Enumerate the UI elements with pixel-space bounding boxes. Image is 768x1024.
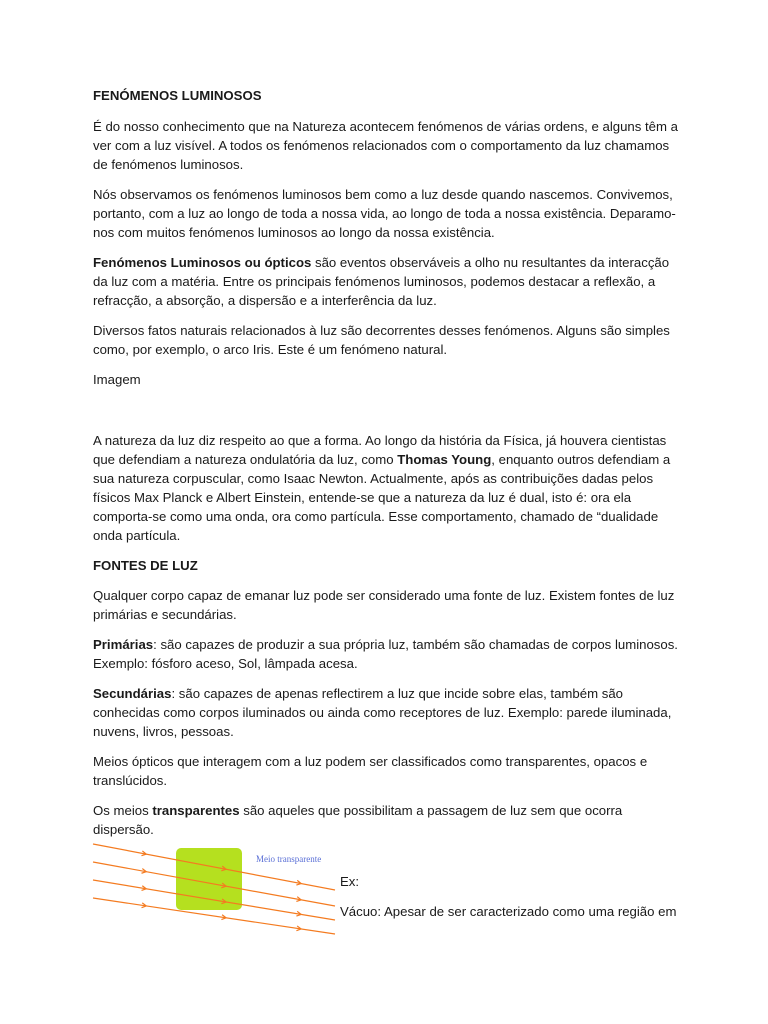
paragraph-definition (93, 253, 678, 310)
paragraph-transparent-media: Os meios transparentes são aqueles que possibilitam a passagem de luz sem que ocorra dispersão. (93, 803, 623, 837)
vacuum-example-text: Vácuo: Apesar de ser caracterizado como uma região em (340, 904, 677, 919)
paragraph-intro: É do nosso conhecimento que na Natureza acontecem fenómenos de várias ordens, e alguns têm a ver com a luz visível. A todos os fenómenos relacionados com o comportamento da luz chamamos de fenómenos luminosos. (93, 119, 679, 172)
paragraph-secondary-sources: Secundárias: são capazes de apenas reflectirem a luz que incide sobre elas, também são conhecidas como corpos iluminados ou ainda como receptores de luz. Exemplo: parede iluminada, nuvens, livros, pessoas. (93, 686, 672, 739)
image-placeholder-text: Imagem (93, 372, 141, 387)
term-primarias: Primárias (93, 637, 154, 652)
transparent-medium-figure (90, 838, 680, 948)
section-title-fontes: FONTES DE LUZ (93, 558, 198, 573)
paragraph-examples: Diversos fatos naturais relacionados à luz são decorrentes desses fenómenos. Alguns são simples como, por exemplo, o arco Iris. Este é um fenómeno natural. (93, 323, 670, 357)
figure-label: Meio transparente (256, 854, 322, 864)
example-label: Ex: (340, 874, 360, 889)
paragraph-observation: Nós observamos os fenómenos luminosos bem como a luz desde quando nascemos. Convivemos, portanto, com a luz ao longo de toda a nossa vida, ao longo de toda a nossa existência. Deparamo-nos com muitos fenómenos luminosos ao longo da nossa existência. (93, 187, 676, 240)
document-body (93, 86, 678, 839)
term-thomas-young: Thomas Young (397, 452, 492, 467)
paragraph-nature-of-light: A natureza da luz diz respeito ao que a forma. Ao longo da história da Física, já houvera cientistas que defendiam a natureza ondulatória da luz, como Thomas Young, enquanto outros defendiam a sua natureza corpuscular, como Isaac Newton. Actualmente, após as contribuições dadas pelos físicos Max Planck e Albert Einstein, entende-se que a natureza da luz é dual, isto é: ora ela comporta-se como uma onda, ora como partícula. Esse comportamento, chamado de “dualidade onda partícula. (93, 433, 671, 543)
paragraph-optical-media: Meios ópticos que interagem com a luz podem ser classificados como transparentes, opacos e translúcidos. (93, 754, 648, 788)
term-transparentes: transparentes (152, 803, 240, 818)
definition-text: são eventos observáveis a olho nu resultantes da interacção da luz com a matéria. Entre os principais fenómenos luminosos, podemos destacar a reflexão, a refracção, a absorção, a dispersão e a interferência da luz. (93, 255, 670, 308)
section-title-fenomenos: FENÓMENOS LUMINOSOS (93, 88, 262, 103)
paragraph-primary-sources: Primárias: são capazes de produzir a sua própria luz, também são chamadas de corpos luminosos. Exemplo: fósforo aceso, Sol, lâmpada acesa. (93, 637, 678, 671)
term-fenomenos-luminosos: Fenómenos Luminosos ou ópticos (93, 255, 312, 270)
paragraph-light-sources: Qualquer corpo capaz de emanar luz pode ser considerado uma fonte de luz. Existem fontes de luz primárias e secundárias. (93, 588, 675, 622)
term-secundarias: Secundárias (93, 686, 172, 701)
transparent-medium-diagram (90, 838, 340, 938)
